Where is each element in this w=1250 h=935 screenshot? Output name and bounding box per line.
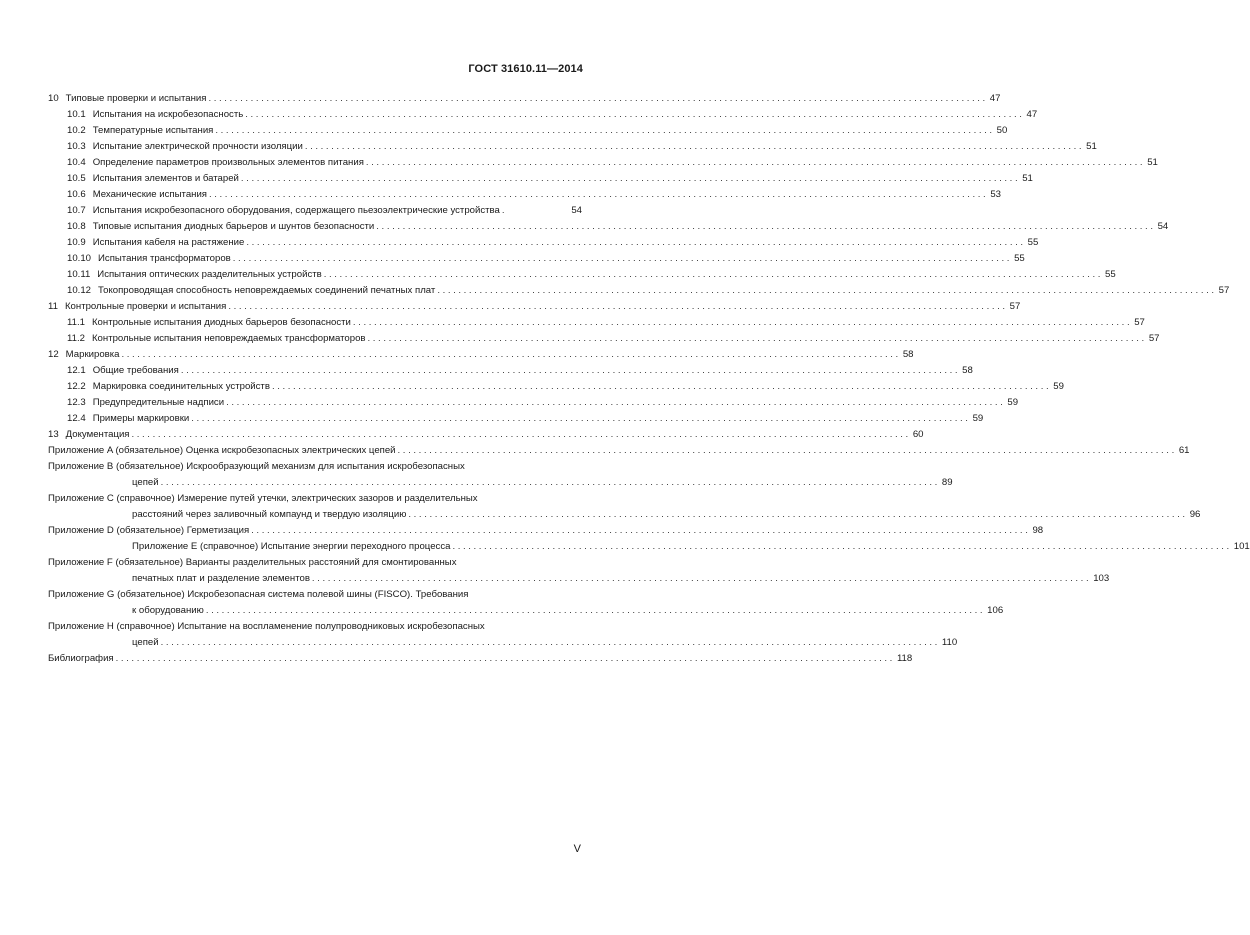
toc-num: 10.8 — [67, 221, 86, 232]
toc-title: Испытания искробезопасного оборудования, содержащего пьезоэлектрические устройства — [92, 205, 500, 216]
toc-leader: .................................................................................................................................................... — [205, 605, 986, 616]
toc-leader: .................................................................................................................................................... — [437, 285, 1217, 296]
toc-section-10-10[interactable] — [48, 251, 1025, 267]
toc-leader: .................................................................................................................................................... — [160, 637, 940, 648]
toc-title: Приложение F (обязательное) Варианты разделительных расстояний для смонтированных — [48, 557, 457, 568]
toc-title: Токопроводящая способность неповреждаемых соединений печатных плат — [98, 285, 436, 296]
toc-title: Документация — [65, 429, 130, 440]
toc-leader: .................................................................................................................................................... — [191, 413, 971, 424]
toc-title-cont: печатных плат и разделение элементов — [132, 573, 310, 584]
toc-section-12-4[interactable] — [48, 411, 984, 427]
toc-page: 54 — [1157, 221, 1169, 232]
toc-leader: .................................................................................................................................................... — [365, 157, 1146, 168]
toc-section-11[interactable] — [48, 299, 1021, 315]
toc-num: 12.1 — [67, 365, 86, 376]
toc-num: 10.5 — [67, 173, 86, 184]
toc-leader: .................................................................................................................................................... — [131, 429, 911, 440]
toc-page: 57 — [1218, 285, 1230, 296]
toc-section-10-6[interactable] — [48, 187, 1001, 203]
toc-leader: .................................................................................................................................................... — [323, 269, 1104, 280]
toc-section-12-1[interactable] — [48, 363, 973, 379]
toc-page: 47 — [1026, 109, 1038, 120]
toc-title: Типовые проверки и испытания — [65, 93, 207, 104]
toc-leader: .................................................................................................................................................... — [160, 477, 940, 488]
toc-title: Приложение G (обязательное) Искробезопасная система полевой шины (FISCO). Требования — [48, 589, 469, 600]
toc-page: 51 — [1022, 173, 1033, 184]
toc-appendix-d[interactable] — [48, 523, 1044, 539]
toc-page: 96 — [1189, 509, 1201, 520]
toc-num: 10.1 — [67, 109, 86, 120]
toc-title: Температурные испытания — [92, 125, 214, 136]
toc-section-10-2[interactable] — [48, 123, 1008, 139]
toc-page: 59 — [1053, 381, 1064, 392]
toc-appendix-f[interactable] — [48, 555, 1110, 587]
toc-num: 13 — [48, 429, 59, 440]
toc-section-10-3[interactable] — [48, 139, 1097, 155]
toc-leader: .................................................................................................................................................... — [232, 253, 1013, 264]
toc-title: Контрольные испытания неповреждаемых трансформаторов — [91, 333, 366, 344]
table-of-contents — [48, 91, 1250, 667]
page-number: V — [573, 843, 581, 855]
toc-page: 55 — [1027, 237, 1039, 248]
toc-page: 61 — [1178, 445, 1190, 456]
toc-page: 55 — [1014, 253, 1025, 264]
toc-page: 54 — [571, 205, 582, 216]
toc-title: Приложение E (справочное) Испытание энергии переходного процесса — [132, 541, 451, 552]
toc-title: Приложение D (обязательное) Герметизация — [48, 525, 250, 536]
toc-leader: .................................................................................................................................................... — [251, 525, 1031, 536]
toc-num: 10.10 — [67, 253, 92, 264]
toc-title-cont: цепей — [132, 637, 159, 648]
toc-leader: .................................................................................................................................................... — [246, 237, 1026, 248]
toc-title: Контрольные испытания диодных барьеров безопасности — [91, 317, 351, 328]
toc-appendix-b[interactable] — [48, 459, 953, 491]
toc-section-11-2[interactable] — [48, 331, 1160, 347]
toc-page: 57 — [1134, 317, 1145, 328]
toc-title: Приложение C (справочное) Измерение путей утечки, электрических зазоров и разделительных — [48, 493, 478, 504]
toc-appendix-h[interactable] — [48, 619, 958, 651]
toc-title: Общие требования — [92, 365, 179, 376]
toc-page: 57 — [1148, 333, 1160, 344]
toc-page: 57 — [1009, 301, 1021, 312]
toc-title: Испытание электрической прочности изоляции — [92, 141, 303, 152]
toc-bibliography[interactable] — [48, 651, 913, 667]
toc-appendix-c[interactable] — [48, 491, 1201, 523]
toc-leader: .................................................................................................................................................... — [115, 653, 895, 664]
toc-leader: . — [501, 205, 508, 216]
toc-section-12-2[interactable] — [48, 379, 1064, 395]
toc-page: 47 — [989, 93, 1001, 104]
toc-section-10-1[interactable] — [48, 107, 1038, 123]
toc-section-10-8[interactable] — [48, 219, 1169, 235]
toc-num: 10.4 — [67, 157, 86, 168]
toc-page: 110 — [941, 637, 958, 648]
toc-num: 12 — [48, 349, 59, 360]
toc-section-13[interactable] — [48, 427, 924, 443]
toc-leader: .................................................................................................................................................... — [215, 125, 995, 136]
toc-num: 10.9 — [67, 237, 86, 248]
toc-section-11-1[interactable] — [48, 315, 1145, 331]
toc-title: Типовые испытания диодных барьеров и шунтов безопасности — [92, 221, 375, 232]
toc-section-10-5[interactable] — [48, 171, 1033, 187]
toc-appendix-g[interactable] — [48, 587, 1004, 619]
toc-section-10-11[interactable] — [48, 267, 1116, 283]
toc-num: 10.7 — [67, 205, 86, 216]
toc-title-cont: к оборудованию — [132, 605, 204, 616]
toc-page: 101 — [1233, 541, 1250, 552]
toc-section-10-4[interactable] — [48, 155, 1158, 171]
toc-page: 98 — [1032, 525, 1044, 536]
toc-page: 50 — [996, 125, 1008, 136]
toc-section-10[interactable] — [48, 91, 1001, 107]
toc-num: 12.3 — [67, 397, 86, 408]
toc-num: 11.2 — [67, 333, 85, 344]
toc-leader: .................................................................................................................................................... — [226, 397, 1006, 408]
toc-leader: .................................................................................................................................................... — [209, 189, 989, 200]
toc-num: 10.12 — [67, 285, 92, 296]
toc-section-12-3[interactable] — [48, 395, 1019, 411]
toc-page: 51 — [1086, 141, 1097, 152]
toc-title: Определение параметров произвольных элементов питания — [92, 157, 364, 168]
toc-page: 58 — [962, 365, 973, 376]
toc-page: 106 — [987, 605, 1004, 616]
toc-leader: .................................................................................................................................................... — [245, 109, 1025, 120]
toc-title: Приложение A (обязательное) Оценка искробезопасных электрических цепей — [48, 445, 396, 456]
toc-title: Предупредительные надписи — [92, 397, 225, 408]
toc-leader: .................................................................................................................................................... — [208, 93, 988, 104]
toc-num: 11 — [48, 301, 58, 312]
toc-num: 11.1 — [67, 317, 85, 328]
toc-title: Приложение H (справочное) Испытание на воспламенение полупроводниковых искробезопасных — [48, 621, 485, 632]
toc-title: Испытания кабеля на растяжение — [92, 237, 245, 248]
toc-num: 12.4 — [67, 413, 86, 424]
toc-num: 12.2 — [67, 381, 86, 392]
toc-appendix-e[interactable] — [48, 539, 1250, 555]
toc-title-cont: цепей — [132, 477, 159, 488]
toc-num: 10.2 — [67, 125, 86, 136]
toc-num: 10.11 — [67, 269, 91, 280]
toc-section-10-9[interactable] — [48, 235, 1039, 251]
toc-title: Испытания на искробезопасность — [92, 109, 244, 120]
toc-num: 10.3 — [67, 141, 86, 152]
toc-page: 60 — [912, 429, 924, 440]
toc-leader: .................................................................................................................................................... — [408, 509, 1188, 520]
toc-section-10-12[interactable] — [48, 283, 1230, 299]
toc-page: 118 — [896, 653, 913, 664]
toc-leader: .................................................................................................................................................... — [304, 141, 1085, 152]
toc-appendix-a[interactable] — [48, 443, 1190, 459]
toc-title: Испытания элементов и батарей — [92, 173, 239, 184]
toc-page: 51 — [1147, 157, 1158, 168]
standard-code: ГОСТ 31610.11—2014 — [468, 63, 583, 75]
toc-page: 59 — [1007, 397, 1019, 408]
toc-page: 55 — [1105, 269, 1116, 280]
toc-leader: .................................................................................................................................................... — [180, 365, 961, 376]
toc-section-12[interactable] — [48, 347, 914, 363]
toc-leader: .................................................................................................................................................... — [376, 221, 1156, 232]
toc-page: 103 — [1093, 573, 1110, 584]
toc-num: 10.6 — [67, 189, 86, 200]
toc-leader: .................................................................................................................................................... — [352, 317, 1133, 328]
toc-leader: .................................................................................................................................................... — [311, 573, 1092, 584]
toc-title: Библиография — [48, 653, 114, 664]
toc-title: Испытания трансформаторов — [98, 253, 231, 264]
toc-title: Приложение B (обязательное) Искрообразующий механизм для испытания искробезопасных — [48, 461, 465, 472]
toc-title: Контрольные проверки и испытания — [64, 301, 227, 312]
toc-leader: .................................................................................................................................................... — [228, 301, 1008, 312]
toc-title: Маркировка соединительных устройств — [92, 381, 270, 392]
toc-leader: .................................................................................................................................................... — [240, 173, 1021, 184]
toc-leader: .................................................................................................................................................... — [271, 381, 1052, 392]
toc-title: Механические испытания — [92, 189, 208, 200]
toc-title: Испытания оптических разделительных устройств — [97, 269, 322, 280]
toc-section-10-7[interactable] — [48, 203, 582, 219]
toc-leader: .................................................................................................................................................... — [452, 541, 1232, 552]
toc-page: 59 — [972, 413, 984, 424]
toc-page: 58 — [902, 349, 914, 360]
toc-num: 10 — [48, 93, 59, 104]
toc-leader: .................................................................................................................................................... — [397, 445, 1177, 456]
toc-title: Маркировка — [65, 349, 120, 360]
toc-leader: .................................................................................................................................................... — [121, 349, 901, 360]
toc-title-cont: расстояний через заливочный компаунд и твердую изоляцию — [132, 509, 407, 520]
toc-page: 89 — [941, 477, 953, 488]
toc-page: 53 — [990, 189, 1001, 200]
toc-title: Примеры маркировки — [92, 413, 190, 424]
toc-leader: .................................................................................................................................................... — [367, 333, 1147, 344]
